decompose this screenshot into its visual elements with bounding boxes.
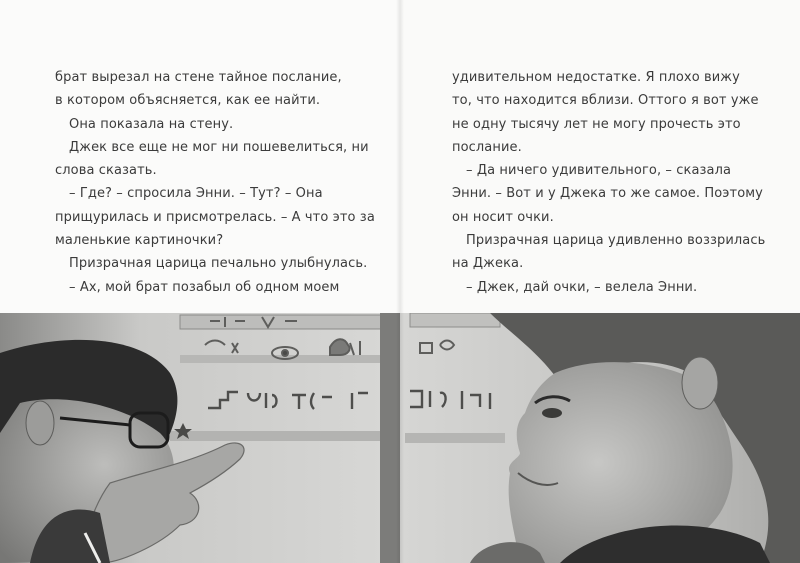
wall-ledge (170, 431, 400, 441)
left-page-text (55, 66, 375, 299)
girl-eye (542, 408, 562, 418)
text-line: то, что находится вблизи. Оттого я вот уже (452, 93, 759, 109)
text-line: брат вырезал на стене тайное послание, (55, 70, 342, 85)
girl-ear (682, 357, 718, 409)
text-line: Призрачная царица печально улыбнулась. (69, 256, 368, 272)
text-line: на Джека. (452, 256, 524, 272)
text-line: он носит очки. (452, 209, 554, 225)
text-line: Энни. – Вот и у Джека то же самое. Поэтому (452, 186, 763, 202)
book-gutter (396, 0, 404, 563)
text-line: Джек все еще не мог ни пошевелиться, ни (69, 139, 369, 155)
text-line: – Да ничего удивительного, – сказала (466, 163, 732, 179)
text-line: послание. (452, 139, 522, 155)
text-line: маленькие картиночки? (55, 233, 224, 249)
text-line: Призрачная царица удивленно воззрилась (466, 233, 766, 249)
text-line: удивительном недостатке. Я плохо вижу (452, 70, 740, 85)
right-page-text (452, 66, 766, 299)
text-line: прищурилась и присмотрелась. – А что это за (55, 209, 375, 225)
text-line: Она показала на стену. (69, 116, 234, 132)
wall-ledge (410, 313, 500, 327)
text-line: в котором объясняется, как ее найти. (55, 93, 321, 109)
text-line: – Джек, дай очки, – велела Энни. (466, 279, 698, 295)
text-line: слова сказать. (55, 163, 157, 179)
text-line: – Ах, мой брат позабыл об одном моем (69, 279, 340, 295)
text-line: не одну тысячу лет не могу прочесть это (452, 116, 741, 132)
wall-ledge (405, 433, 505, 443)
boy-ear (26, 401, 54, 445)
text-line: – Где? – спросила Энни. – Тут? – Она (69, 186, 323, 202)
